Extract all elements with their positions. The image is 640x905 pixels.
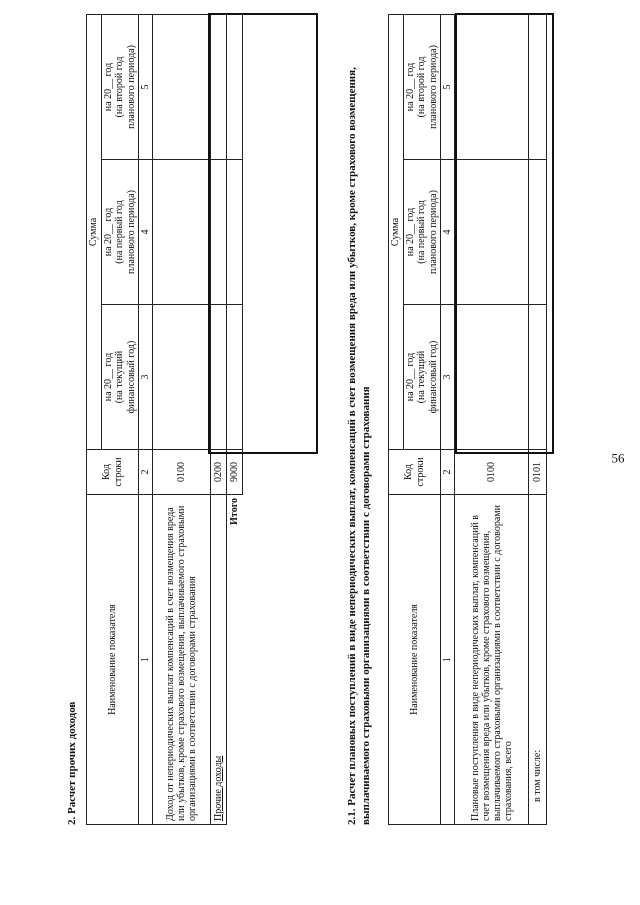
value-cell[interactable]	[227, 305, 243, 450]
value-cell[interactable]	[455, 305, 529, 450]
col-num-2: 2	[139, 450, 153, 495]
total-row	[227, 14, 243, 824]
header-code: Код строки	[87, 450, 139, 495]
col-num-2: 2	[441, 450, 455, 495]
row-code: 0100	[455, 450, 529, 495]
other-income-table	[86, 14, 243, 825]
row-name: Доход от непериодических выплат компенсаций в счет возмещения вреда или убытков, кроме страхового возмещения, выплачиваемого страховыми организациями в соответствии с договорами страхования	[153, 495, 211, 825]
value-cell[interactable]	[211, 305, 227, 450]
header-sum: Сумма	[87, 14, 102, 449]
value-cell[interactable]	[529, 160, 547, 305]
header-row-1	[389, 14, 404, 824]
col-num-3: 3	[139, 305, 153, 450]
row-code: 0200	[211, 450, 227, 495]
value-cell[interactable]	[153, 14, 211, 159]
value-cell[interactable]	[455, 14, 529, 159]
row-name: в том числе:	[529, 495, 547, 825]
value-cell[interactable]	[455, 160, 529, 305]
total-label: Итого	[229, 498, 241, 525]
col-num-4: 4	[441, 160, 455, 305]
table-row	[529, 14, 547, 824]
column-number-row	[441, 14, 455, 824]
header-current-year: на 20__ год (на текущий финансовый год)	[101, 305, 139, 450]
header-current-year: на 20__ год (на текущий финансовый год)	[403, 305, 441, 450]
page-number: 56	[611, 450, 625, 466]
row-name: Плановые поступления в виде непериодических выплат, компенсаций в счет возмещения вреда или убытков, кроме страхового возмещения, выплачиваемого страховыми организациями в соответствии с договорами страхования, всего	[455, 495, 529, 825]
value-cell[interactable]	[211, 14, 227, 159]
section-2-1-title: 2.1. Расчет плановых поступлений в виде непериодических выплат, компенсаций в счет возмещения вреда или убытков, кроме страхового возмещения, выплачиваемого страховыми организациями в соответствии с договорами страхования	[346, 67, 372, 825]
section-2-title: 2. Расчет прочих доходов	[66, 701, 78, 825]
value-cell[interactable]	[153, 305, 211, 450]
header-first-plan-year: на 20__ год (на первый год планового периода)	[403, 160, 441, 305]
col-num-1: 1	[441, 495, 455, 825]
col-num-3: 3	[441, 305, 455, 450]
col-num-1: 1	[139, 495, 153, 825]
table-row	[211, 14, 227, 824]
value-cell[interactable]	[529, 305, 547, 450]
table-row	[455, 14, 529, 824]
col-num-5: 5	[139, 14, 153, 159]
header-row-1	[87, 14, 102, 824]
value-cell[interactable]	[529, 14, 547, 159]
value-cell[interactable]	[211, 160, 227, 305]
value-cell[interactable]	[227, 160, 243, 305]
header-second-plan-year: на 20__ год (на второй год планового периода)	[403, 14, 441, 159]
header-name: Наименование показателя	[87, 495, 139, 825]
total-code: 9000	[227, 450, 243, 495]
value-cell[interactable]	[153, 160, 211, 305]
value-cell[interactable]	[227, 14, 243, 159]
header-second-plan-year: на 20__ год (на второй год планового периода)	[101, 14, 139, 159]
column-number-row	[139, 14, 153, 824]
table-row	[153, 14, 211, 824]
row-code: 0101	[529, 450, 547, 495]
row-name: Прочие доходы	[211, 495, 227, 825]
col-num-4: 4	[139, 160, 153, 305]
row-code: 0100	[153, 450, 211, 495]
header-name: Наименование показателя	[389, 495, 441, 825]
header-first-plan-year: на 20__ год (на первый год планового периода)	[101, 160, 139, 305]
header-code: Код строки	[389, 450, 441, 495]
header-sum: Сумма	[389, 14, 404, 449]
planned-receipts-table	[388, 14, 547, 825]
col-num-5: 5	[441, 14, 455, 159]
